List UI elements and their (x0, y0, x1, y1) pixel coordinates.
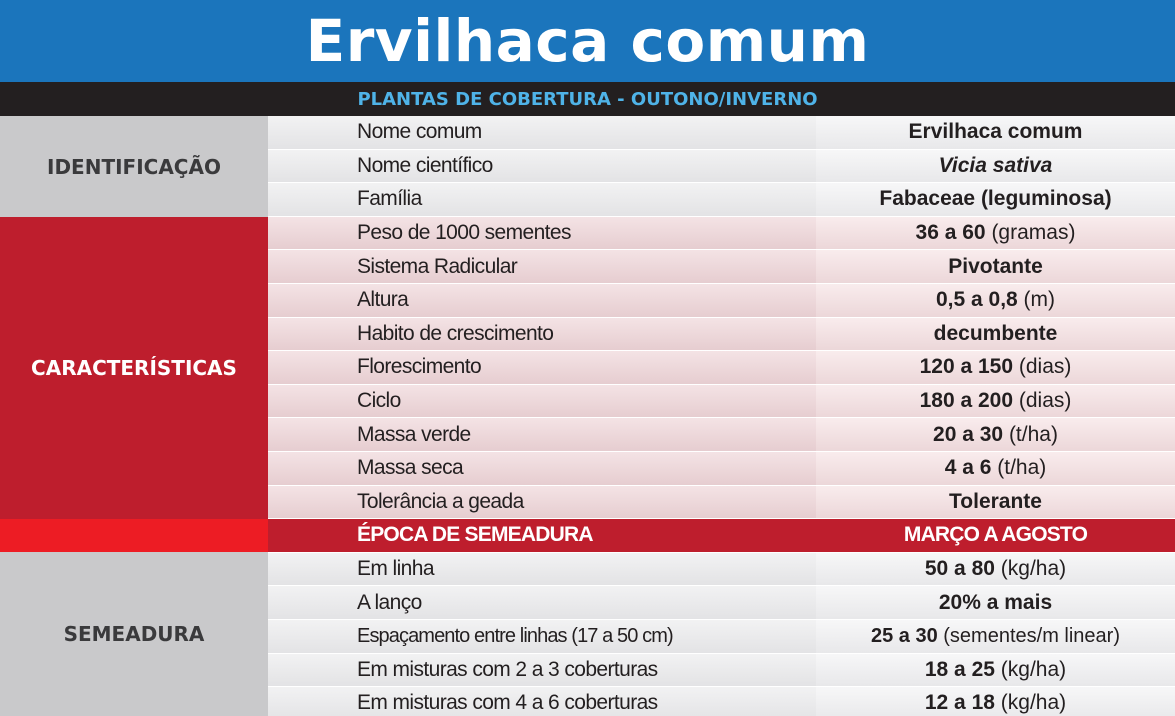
row-label: Ciclo (357, 389, 401, 413)
section-semeadura: SEMEADURA (0, 552, 268, 716)
section-epoca-spacer (0, 519, 268, 552)
row-label: A lanço (357, 590, 422, 614)
row-label: Nome comum (357, 120, 482, 144)
row-value: 50 a 80 (kg/ha) (924, 557, 1067, 581)
table-row-habito (268, 318, 1175, 352)
table-row-misturas-4-6 (268, 687, 1175, 716)
table-row-peso-sementes (268, 217, 1175, 251)
row-label: Massa seca (357, 456, 464, 480)
row-label: Nome científico (357, 153, 493, 177)
row-value: 18 a 25 (kg/ha) (924, 657, 1067, 681)
row-label: Tolerância a geada (357, 489, 524, 513)
table-row-espacamento (268, 620, 1175, 654)
row-label: Sistema Radicular (357, 254, 518, 278)
table-row-nome-cientifico (268, 150, 1175, 184)
row-label: Massa verde (357, 422, 471, 446)
table-row-nome-comum (268, 116, 1175, 150)
table-row-sistema-radicular (268, 250, 1175, 284)
row-label: ÉPOCA DE SEMEADURA (357, 523, 593, 547)
row-label: Em misturas com 4 a 6 coberturas (357, 691, 658, 715)
row-value: 120 a 150 (dias) (919, 355, 1072, 379)
section-identificacao: IDENTIFICAÇÃO (0, 116, 268, 217)
data-table (268, 116, 1175, 716)
table-row-familia (268, 183, 1175, 217)
table-row-misturas-2-3 (268, 654, 1175, 688)
row-value: 0,5 a 0,8 (m) (935, 288, 1056, 312)
row-label: Espaçamento entre linhas (17 a 50 cm) (357, 624, 673, 647)
row-label: Família (357, 187, 422, 211)
table-row-florescimento (268, 351, 1175, 385)
row-value: Pivotante (948, 254, 1043, 278)
row-value: Fabaceae (leguminosa) (879, 187, 1112, 211)
table-row-massa-verde (268, 418, 1175, 452)
row-label: Florescimento (357, 355, 482, 379)
page-title: Ervilhaca comum (305, 7, 870, 75)
row-value: MARÇO A AGOSTO (903, 523, 1088, 547)
row-value: decumbente (933, 321, 1058, 345)
row-value: 20 a 30 (t/ha) (933, 422, 1058, 446)
table-row-em-linha (268, 553, 1175, 587)
row-label: Altura (357, 288, 409, 312)
row-label: Em linha (357, 557, 434, 581)
row-value: 4 a 6 (t/ha) (944, 456, 1047, 480)
table-row-ciclo (268, 385, 1175, 419)
table-row-altura (268, 284, 1175, 318)
table-row-massa-seca (268, 452, 1175, 486)
row-value: 36 a 60 (gramas) (915, 221, 1076, 245)
row-value: Tolerante (949, 489, 1042, 513)
row-value: Vicia sativa (938, 153, 1053, 177)
table-row-a-lanco (268, 586, 1175, 620)
section-caracteristicas: CARACTERÍSTICAS (0, 217, 268, 519)
row-value: 25 a 30 (sementes/m linear) (870, 624, 1120, 647)
row-value: 12 a 18 (kg/ha) (924, 691, 1067, 715)
table-row-tolerancia-geada (268, 486, 1175, 520)
row-value: Ervilhaca comum (908, 120, 1083, 144)
row-label: Peso de 1000 sementes (357, 221, 571, 245)
title-banner (0, 0, 1175, 82)
page-subtitle: PLANTAS DE COBERTURA - OUTONO/INVERNO (357, 88, 818, 110)
row-value: 180 a 200 (dias) (919, 389, 1072, 413)
row-label: Habito de crescimento (357, 321, 554, 345)
row-value: 20% a mais (938, 590, 1053, 614)
subtitle-banner (0, 82, 1175, 116)
table-row-epoca-semeadura (268, 519, 1175, 553)
row-label: Em misturas com 2 a 3 coberturas (357, 657, 658, 681)
